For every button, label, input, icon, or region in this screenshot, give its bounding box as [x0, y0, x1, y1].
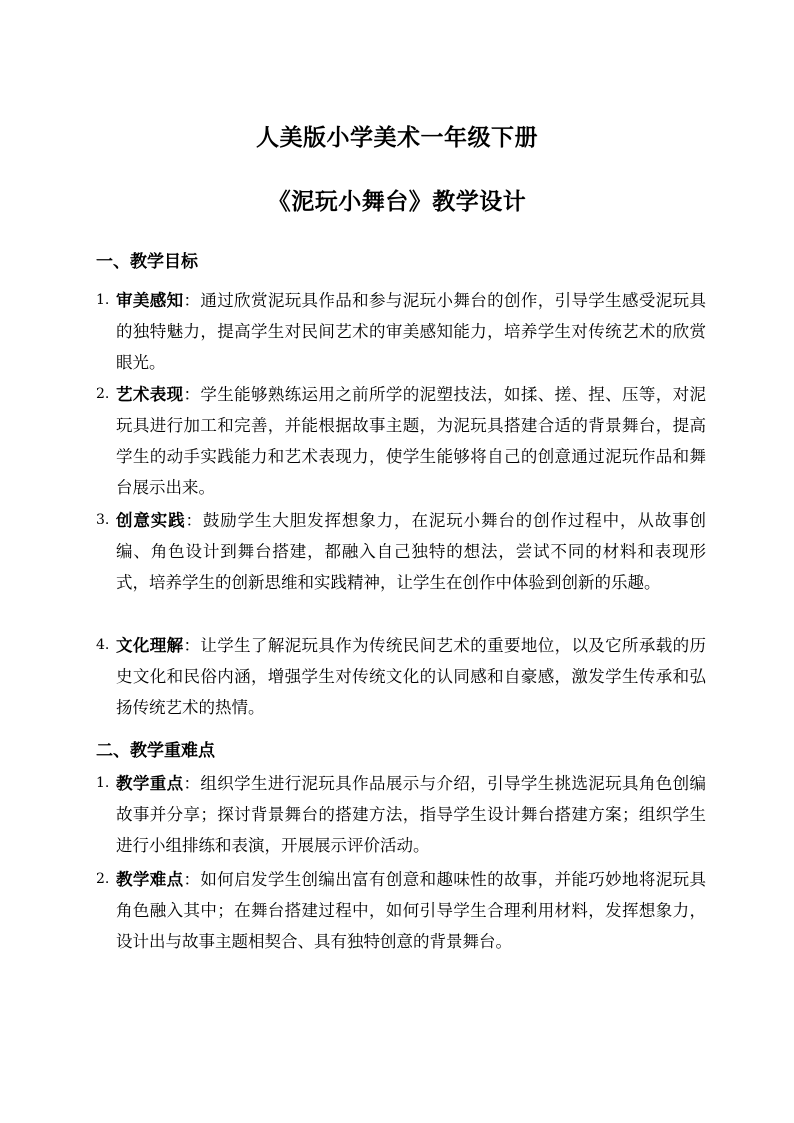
- list-item: [96, 630, 706, 723]
- list-item-number: 2.: [96, 871, 110, 887]
- list-item-lead: 创意实践: [116, 511, 186, 530]
- list-item-number: 2.: [96, 386, 110, 402]
- list-item-lead: 教学难点: [116, 870, 184, 889]
- list-item-text: ：组织学生进行泥玩具作品展示与介绍，引导学生挑选泥玩具角色创编故事并分享；探讨背景舞台的搭建方法，指导学生设计舞台搭建方案；组织学生进行小组排练和表演，开展展示评价活动。: [116, 774, 707, 855]
- section-heading-key-points: 二、教学重难点: [96, 741, 215, 761]
- list-item-body: [116, 505, 706, 598]
- list-item: [96, 505, 706, 598]
- list-item: [96, 768, 706, 861]
- list-item-body: [116, 864, 706, 957]
- list-item-body: [116, 285, 706, 378]
- list-item-body: [116, 379, 706, 503]
- list-item-number: 1.: [96, 292, 110, 308]
- list-item-text: ：学生能够熟练运用之前所学的泥塑技法，如揉、搓、捏、压等，对泥玩具进行加工和完善，并能根据故事主题，为泥玩具搭建合适的背景舞台，提高学生的动手实践能力和艺术表现力，使学生能够将自己的创意通过泥玩作品和舞台展示出来。: [116, 385, 707, 497]
- list-item-body: [116, 768, 706, 861]
- list-item-lead: 教学重点: [116, 774, 184, 793]
- list-item-lead: 审美感知: [116, 291, 184, 310]
- list-item: [96, 864, 706, 957]
- list-item: [96, 285, 706, 378]
- list-item-number: 1.: [96, 775, 110, 791]
- list-item-text: ：让学生了解泥玩具作为传统民间艺术的重要地位，以及它所承载的历史文化和民俗内涵，增强学生对传统文化的认同感和自豪感，激发学生传承和弘扬传统艺术的热情。: [116, 636, 707, 717]
- list-item-text: ：如何启发学生创编出富有创意和趣味性的故事，并能巧妙地将泥玩具角色融入其中；在舞台搭建过程中，如何引导学生合理利用材料，发挥想象力，设计出与故事主题相契合、具有独特创意的背景舞台。: [116, 870, 707, 951]
- list-item-text: ：鼓励学生大胆发挥想象力，在泥玩小舞台的创作过程中，从故事创编、角色设计到舞台搭建，都融入自己独特的想法，尝试不同的材料和表现形式，培养学生的创新思维和实践精神，让学生在创作中体验到创新的乐趣。: [116, 511, 707, 592]
- list-item-body: [116, 630, 706, 723]
- list-item-text: ：通过欣赏泥玩具作品和参与泥玩小舞台的创作，引导学生感受泥玩具的独特魅力，提高学生对民间艺术的审美感知能力，培养学生对传统艺术的欣赏眼光。: [116, 291, 707, 372]
- document-title: 人美版小学美术一年级下册: [256, 125, 538, 151]
- list-item-number: 3.: [96, 512, 110, 528]
- document-subtitle: 《泥玩小舞台》教学设计: [267, 189, 527, 215]
- list-item: [96, 379, 706, 503]
- section-heading-objectives: 一、教学目标: [96, 252, 198, 272]
- list-item-lead: 艺术表现: [116, 385, 184, 404]
- list-item-number: 4.: [96, 637, 110, 653]
- list-item-lead: 文化理解: [116, 636, 184, 655]
